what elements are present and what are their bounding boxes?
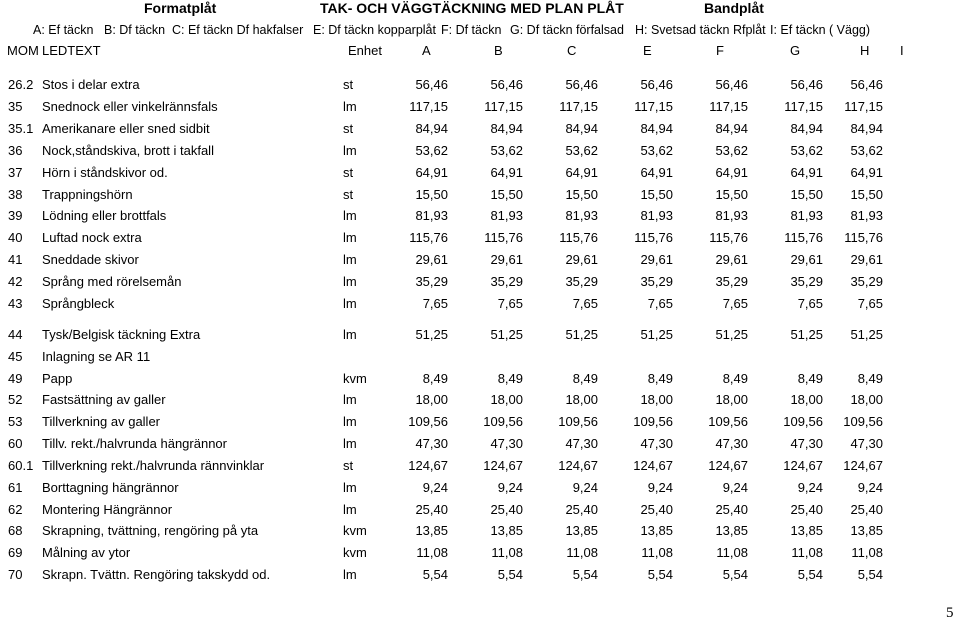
- legend-i: I: Ef täckn ( Vägg): [770, 23, 871, 37]
- row-price-cell: 117,15: [634, 99, 673, 114]
- row-price-cell: 56,46: [565, 77, 598, 92]
- row-unit: lm: [343, 567, 357, 582]
- row-price-cell: 18,00: [850, 392, 883, 407]
- legend-g: G: Df täckn förfalsad: [510, 23, 624, 37]
- table-row: [0, 206, 960, 225]
- row-ledtext: Hörn i ståndskivor od.: [42, 165, 168, 180]
- row-unit: st: [343, 77, 354, 92]
- title-bandplat: Bandplåt: [704, 0, 764, 16]
- row-code: 44: [8, 327, 23, 342]
- row-price-cell: 84,94: [640, 121, 673, 136]
- row-price-cell: 109,56: [408, 414, 448, 429]
- column-header-row: [0, 43, 960, 61]
- table-row: [0, 478, 960, 497]
- table-row: [0, 75, 960, 94]
- row-price-cell: 25,40: [715, 502, 748, 517]
- row-price-cell: 56,46: [850, 77, 883, 92]
- row-ledtext: Skrapn. Tvättn. Rengöring takskydd od.: [42, 567, 271, 582]
- row-price-cell: 56,46: [415, 77, 448, 92]
- row-ledtext: Nock,ståndskiva, brott i takfall: [42, 143, 214, 158]
- table-row: [0, 250, 960, 269]
- table-row: [0, 294, 960, 313]
- row-unit: lm: [343, 327, 357, 342]
- row-unit: lm: [343, 274, 357, 289]
- row-price-cell: 47,30: [715, 436, 748, 451]
- row-price-cell: 29,61: [415, 252, 448, 267]
- row-price-cell: 7,65: [797, 296, 823, 311]
- table-row: [0, 325, 960, 344]
- row-price-cell: 18,00: [415, 392, 448, 407]
- header-a: A: [422, 43, 431, 58]
- legend-e: E: Df täckn kopparplåt: [313, 23, 436, 37]
- row-price-cell: 81,93: [565, 208, 598, 223]
- row-code: 35.1: [8, 121, 34, 136]
- row-price-cell: 8,49: [647, 371, 673, 386]
- row-code: 39: [8, 208, 23, 223]
- row-price-cell: 13,85: [790, 523, 823, 538]
- row-code: 41: [8, 252, 23, 267]
- legend-c: C: Ef täckn Df hakfalser: [172, 23, 304, 37]
- row-unit: st: [343, 187, 354, 202]
- row-price-cell: 47,30: [490, 436, 523, 451]
- row-price-cell: 124,67: [558, 458, 598, 473]
- row-price-cell: 9,24: [722, 480, 748, 495]
- row-price-cell: 5,54: [797, 567, 823, 582]
- row-price-cell: 7,65: [572, 296, 598, 311]
- row-price-cell: 115,76: [409, 230, 448, 245]
- row-code: 43: [8, 296, 23, 311]
- header-g: G: [790, 43, 801, 58]
- title-formatplat: Formatplåt: [144, 0, 217, 16]
- row-ledtext: Inlagning se AR 11: [42, 349, 151, 364]
- row-unit: lm: [343, 414, 357, 429]
- row-ledtext: Tysk/Belgisk täckning Extra: [42, 327, 201, 342]
- header-f: F: [716, 43, 724, 58]
- row-price-cell: 8,49: [497, 371, 523, 386]
- row-price-cell: 11,08: [791, 545, 823, 560]
- row-price-cell: 25,40: [850, 502, 883, 517]
- row-price-cell: 124,67: [708, 458, 748, 473]
- row-ledtext: Stos i delar extra: [42, 77, 140, 92]
- row-price-cell: 47,30: [850, 436, 883, 451]
- row-price-cell: 29,61: [490, 252, 523, 267]
- row-price-cell: 51,25: [850, 327, 883, 342]
- table-row: [0, 543, 960, 562]
- row-ledtext: Tillv. rekt./halvrunda hängrännor: [42, 436, 227, 451]
- row-price-cell: 51,25: [790, 327, 823, 342]
- row-price-cell: 7,65: [722, 296, 748, 311]
- row-price-cell: 8,49: [722, 371, 748, 386]
- row-price-cell: 81,93: [850, 208, 883, 223]
- row-price-cell: 35,29: [640, 274, 673, 289]
- row-price-cell: 81,93: [640, 208, 673, 223]
- row-ledtext: Montering Hängrännor: [42, 502, 173, 517]
- row-price-cell: 84,94: [850, 121, 883, 136]
- row-ledtext: Fastsättning av galler: [42, 392, 166, 407]
- row-price-cell: 81,93: [490, 208, 523, 223]
- table-row: [0, 412, 960, 431]
- legend-f: F: Df täckn: [441, 23, 502, 37]
- row-price-cell: 51,25: [565, 327, 598, 342]
- row-price-cell: 35,29: [715, 274, 748, 289]
- row-price-cell: 117,15: [559, 99, 598, 114]
- row-price-cell: 15,50: [715, 187, 748, 202]
- row-price-cell: 13,85: [415, 523, 448, 538]
- row-ledtext: Papp: [42, 371, 73, 386]
- row-code: 68: [8, 523, 23, 538]
- row-price-cell: 25,40: [415, 502, 448, 517]
- page-number: 5: [946, 605, 954, 621]
- header-i: I: [900, 43, 904, 58]
- row-price-cell: 18,00: [490, 392, 523, 407]
- table-row: [0, 97, 960, 116]
- row-code: 49: [8, 371, 23, 386]
- row-price-cell: 53,62: [715, 143, 748, 158]
- row-ledtext: Språng med rörelsemån: [42, 274, 182, 289]
- row-price-cell: 81,93: [715, 208, 748, 223]
- row-price-cell: 9,24: [857, 480, 883, 495]
- row-price-cell: 64,91: [790, 165, 823, 180]
- row-price-cell: 124,67: [633, 458, 673, 473]
- row-ledtext: Tillverkning av galler: [42, 414, 161, 429]
- row-price-cell: 11,08: [641, 545, 673, 560]
- row-unit: lm: [343, 392, 357, 407]
- row-price-cell: 124,67: [843, 458, 883, 473]
- table-row: [0, 119, 960, 138]
- row-price-cell: 35,29: [565, 274, 598, 289]
- row-price-cell: 53,62: [640, 143, 673, 158]
- row-price-cell: 51,25: [715, 327, 748, 342]
- row-code: 60.1: [8, 458, 34, 473]
- row-price-cell: 109,56: [633, 414, 673, 429]
- legend-b: B: Df täckn: [104, 23, 166, 37]
- row-ledtext: Sneddade skivor: [42, 252, 139, 267]
- row-price-cell: 5,54: [647, 567, 673, 582]
- row-price-cell: 25,40: [490, 502, 523, 517]
- row-price-cell: 64,91: [715, 165, 748, 180]
- row-price-cell: 81,93: [415, 208, 448, 223]
- header-c: C: [567, 43, 577, 58]
- row-unit: lm: [343, 143, 357, 158]
- row-price-cell: 84,94: [565, 121, 598, 136]
- row-code: 45: [8, 349, 23, 364]
- row-unit: lm: [343, 296, 357, 311]
- row-price-cell: 124,67: [783, 458, 823, 473]
- row-ledtext: Skrapning, tvättning, rengöring på yta: [42, 523, 259, 538]
- row-price-cell: 115,76: [784, 230, 823, 245]
- row-price-cell: 115,76: [844, 230, 883, 245]
- row-price-cell: 64,91: [850, 165, 883, 180]
- row-price-cell: 11,08: [716, 545, 748, 560]
- row-code: 62: [8, 502, 23, 517]
- row-price-cell: 13,85: [565, 523, 598, 538]
- row-price-cell: 84,94: [415, 121, 448, 136]
- row-price-cell: 5,54: [722, 567, 748, 582]
- row-price-cell: 11,08: [416, 545, 448, 560]
- row-price-cell: 56,46: [790, 77, 823, 92]
- row-price-cell: 15,50: [850, 187, 883, 202]
- row-price-cell: 35,29: [790, 274, 823, 289]
- row-price-cell: 5,54: [422, 567, 448, 582]
- row-price-cell: 35,29: [850, 274, 883, 289]
- row-price-cell: 64,91: [640, 165, 673, 180]
- header-enhet: Enhet: [348, 43, 382, 58]
- row-code: 38: [8, 187, 23, 202]
- row-unit: lm: [343, 436, 357, 451]
- row-ledtext: Tillverkning rekt./halvrunda rännvinklar: [42, 458, 265, 473]
- row-code: 35: [8, 99, 23, 114]
- row-price-cell: 25,40: [565, 502, 598, 517]
- row-price-cell: 53,62: [415, 143, 448, 158]
- table-row: [0, 390, 960, 409]
- row-price-cell: 115,76: [484, 230, 523, 245]
- row-price-cell: 9,24: [797, 480, 823, 495]
- table-row: [0, 434, 960, 453]
- header-h: H: [860, 43, 870, 58]
- row-price-cell: 13,85: [490, 523, 523, 538]
- legend-a: A: Ef täckn: [33, 23, 94, 37]
- row-code: 53: [8, 414, 23, 429]
- row-unit: lm: [343, 99, 357, 114]
- row-price-cell: 18,00: [640, 392, 673, 407]
- row-price-cell: 25,40: [640, 502, 673, 517]
- row-price-cell: 9,24: [572, 480, 598, 495]
- row-price-cell: 47,30: [790, 436, 823, 451]
- row-price-cell: 84,94: [490, 121, 523, 136]
- row-unit: st: [343, 165, 354, 180]
- row-price-cell: 35,29: [490, 274, 523, 289]
- table-row: [0, 521, 960, 540]
- row-unit: lm: [343, 208, 357, 223]
- row-code: 70: [8, 567, 23, 582]
- table-row: [0, 565, 960, 584]
- table-row: [0, 369, 960, 388]
- row-price-cell: 5,54: [857, 567, 883, 582]
- row-ledtext: Amerikanare eller sned sidbit: [42, 121, 210, 136]
- row-unit: kvm: [343, 545, 367, 560]
- row-price-cell: 51,25: [490, 327, 523, 342]
- title-main: TAK- OCH VÄGGTÄCKNING MED PLAN PLÅT: [320, 0, 624, 16]
- row-price-cell: 29,61: [715, 252, 748, 267]
- row-price-cell: 7,65: [647, 296, 673, 311]
- row-price-cell: 84,94: [715, 121, 748, 136]
- row-price-cell: 15,50: [490, 187, 523, 202]
- row-price-cell: 117,15: [784, 99, 823, 114]
- table-row: [0, 347, 960, 366]
- table-row: [0, 228, 960, 247]
- row-price-cell: 7,65: [857, 296, 883, 311]
- row-price-cell: 9,24: [647, 480, 673, 495]
- row-price-cell: 64,91: [415, 165, 448, 180]
- table-row: [0, 185, 960, 204]
- row-price-cell: 84,94: [790, 121, 823, 136]
- row-price-cell: 115,76: [634, 230, 673, 245]
- row-price-cell: 15,50: [640, 187, 673, 202]
- row-ledtext: Borttagning hängrännor: [42, 480, 179, 495]
- row-code: 60: [8, 436, 23, 451]
- row-price-cell: 29,61: [850, 252, 883, 267]
- row-price-cell: 117,15: [844, 99, 883, 114]
- row-price-cell: 5,54: [497, 567, 523, 582]
- row-price-cell: 8,49: [422, 371, 448, 386]
- row-price-cell: 51,25: [640, 327, 673, 342]
- row-price-cell: 109,56: [783, 414, 823, 429]
- row-unit: lm: [343, 252, 357, 267]
- row-price-cell: 109,56: [843, 414, 883, 429]
- row-price-cell: 25,40: [790, 502, 823, 517]
- row-price-cell: 8,49: [797, 371, 823, 386]
- row-price-cell: 7,65: [422, 296, 448, 311]
- header-ledtext: LEDTEXT: [42, 43, 101, 58]
- row-price-cell: 56,46: [715, 77, 748, 92]
- row-price-cell: 9,24: [497, 480, 523, 495]
- row-price-cell: 56,46: [640, 77, 673, 92]
- table-row: [0, 500, 960, 519]
- row-unit: lm: [343, 480, 357, 495]
- row-ledtext: Luftad nock extra: [42, 230, 142, 245]
- table-row: [0, 141, 960, 160]
- row-unit: lm: [343, 230, 357, 245]
- row-price-cell: 56,46: [490, 77, 523, 92]
- row-price-cell: 53,62: [565, 143, 598, 158]
- row-price-cell: 18,00: [565, 392, 598, 407]
- row-code: 26.2: [8, 77, 34, 92]
- row-price-cell: 117,15: [709, 99, 748, 114]
- row-price-cell: 9,24: [422, 480, 448, 495]
- row-ledtext: Målning av ytor: [42, 545, 131, 560]
- row-price-cell: 53,62: [790, 143, 823, 158]
- table-row: [0, 272, 960, 291]
- row-price-cell: 29,61: [640, 252, 673, 267]
- row-unit: kvm: [343, 371, 367, 386]
- row-ledtext: Språngbleck: [42, 296, 115, 311]
- row-price-cell: 64,91: [565, 165, 598, 180]
- row-price-cell: 11,08: [566, 545, 598, 560]
- row-price-cell: 18,00: [790, 392, 823, 407]
- row-price-cell: 109,56: [483, 414, 523, 429]
- row-price-cell: 13,85: [850, 523, 883, 538]
- row-price-cell: 115,76: [559, 230, 598, 245]
- row-price-cell: 5,54: [572, 567, 598, 582]
- row-code: 37: [8, 165, 23, 180]
- row-price-cell: 13,85: [640, 523, 673, 538]
- row-code: 36: [8, 143, 23, 158]
- row-price-cell: 81,93: [790, 208, 823, 223]
- row-price-cell: 15,50: [790, 187, 823, 202]
- table-row: [0, 163, 960, 182]
- row-unit: kvm: [343, 523, 367, 538]
- row-ledtext: Snednock eller vinkelrännsfals: [42, 99, 218, 114]
- row-unit: lm: [343, 502, 357, 517]
- row-unit: st: [343, 121, 354, 136]
- row-price-cell: 109,56: [558, 414, 598, 429]
- row-price-cell: 18,00: [715, 392, 748, 407]
- row-code: 61: [8, 480, 23, 495]
- row-code: 69: [8, 545, 23, 560]
- row-code: 40: [8, 230, 23, 245]
- row-price-cell: 53,62: [850, 143, 883, 158]
- row-price-cell: 13,85: [715, 523, 748, 538]
- row-price-cell: 117,15: [484, 99, 523, 114]
- row-price-cell: 29,61: [790, 252, 823, 267]
- row-price-cell: 8,49: [857, 371, 883, 386]
- row-price-cell: 47,30: [640, 436, 673, 451]
- row-unit: st: [343, 458, 354, 473]
- row-price-cell: 11,08: [491, 545, 523, 560]
- row-price-cell: 64,91: [490, 165, 523, 180]
- header-b: B: [494, 43, 503, 58]
- row-price-cell: 29,61: [565, 252, 598, 267]
- row-price-cell: 124,67: [483, 458, 523, 473]
- row-price-cell: 8,49: [572, 371, 598, 386]
- row-price-cell: 53,62: [490, 143, 523, 158]
- row-price-cell: 15,50: [565, 187, 598, 202]
- table-row: [0, 456, 960, 475]
- row-price-cell: 109,56: [708, 414, 748, 429]
- row-price-cell: 117,15: [409, 99, 448, 114]
- row-price-cell: 11,08: [851, 545, 883, 560]
- row-price-cell: 47,30: [565, 436, 598, 451]
- row-price-cell: 15,50: [415, 187, 448, 202]
- row-code: 42: [8, 274, 23, 289]
- row-price-cell: 115,76: [709, 230, 748, 245]
- row-price-cell: 47,30: [415, 436, 448, 451]
- header-e: E: [643, 43, 652, 58]
- row-code: 52: [8, 392, 23, 407]
- header-mom: MOM: [7, 43, 39, 58]
- row-ledtext: Trappningshörn: [42, 187, 133, 202]
- legend-h: H: Svetsad täckn Rfplåt: [635, 23, 766, 37]
- row-price-cell: 7,65: [497, 296, 523, 311]
- row-ledtext: Lödning eller brottfals: [42, 208, 167, 223]
- title-row: [0, 0, 960, 20]
- row-price-cell: 35,29: [415, 274, 448, 289]
- row-price-cell: 124,67: [408, 458, 448, 473]
- row-price-cell: 51,25: [415, 327, 448, 342]
